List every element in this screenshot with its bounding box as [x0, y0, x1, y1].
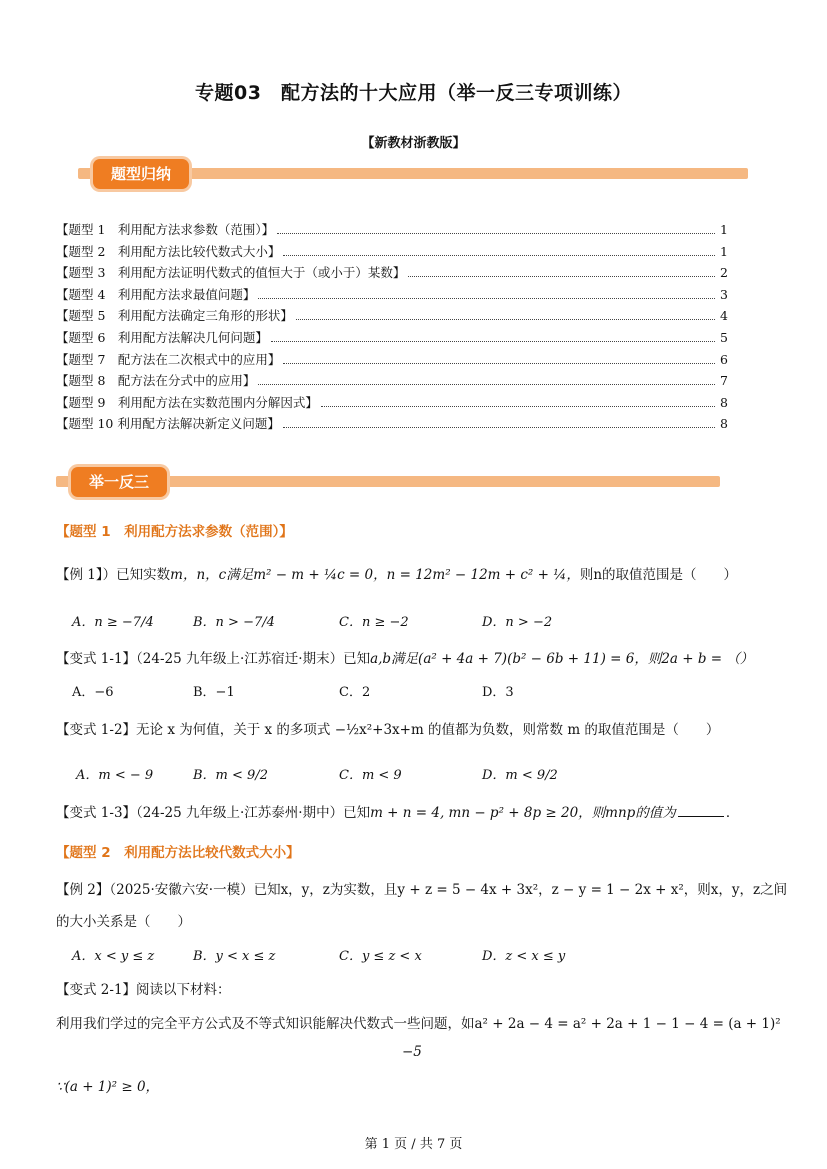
example1-option-b: B．n > −7/4 [193, 615, 275, 630]
variant13-question: 【变式 1-3】（24-25 九年级上·江苏泰州·期中）已知m + n = 4, mn − p² + 8p ≥ 20，则mnp的值为 ． [56, 805, 740, 821]
example1-option-d: D．n > −2 [482, 615, 553, 630]
variant21-since: ∵(a + 1)² ≥ 0， [56, 1079, 160, 1095]
variant12-option-c: C．m < 9 [339, 768, 402, 783]
practice-tab: 举一反三 [71, 467, 167, 497]
toc-row[interactable]: 【题型 6 利用配方法解决几何问题】 5 [56, 329, 728, 345]
example1-option-a: A．n ≥ −7/4 [72, 615, 154, 630]
toc-row[interactable]: 【题型 7 配方法在二次根式中的应用】 6 [56, 351, 728, 367]
summary-tab: 题型归纳 [93, 159, 189, 189]
variant12-question: 【变式 1-2】无论 x 为何值，关于 x 的多项式 −½x²+3x+m 的值都为负数，则常数 m 的取值范围是（ ） [56, 722, 720, 738]
type1-heading: 【题型 1 利用配方法求参数（范围）】 [56, 524, 293, 540]
example2-line1: 【例 2】（2025·安徽六安·一模）已知x，y，z为实数，且y + z = 5 − 4x + 3x²，z − y = 1 − 2x + x²，则x，y，z之间 [56, 882, 788, 898]
example2-option-c: C．y ≤ z < x [339, 949, 422, 964]
variant21-continuation: −5 [402, 1044, 422, 1060]
example2-line2: 的大小关系是（ ） [56, 914, 191, 930]
variant11-option-d: D．3 [482, 685, 514, 700]
example2-option-d: D．z < x ≤ y [482, 949, 566, 964]
variant11-option-c: C．2 [339, 685, 371, 700]
toc-row[interactable]: 【题型 1 利用配方法求参数（范围）】 1 [56, 222, 728, 237]
document-title: 专题03 配方法的十大应用（举一反三专项训练） [195, 82, 632, 104]
toc-row[interactable]: 【题型 5 利用配方法确定三角形的形状】 4 [56, 308, 728, 324]
toc-row[interactable]: 【题型 10 利用配方法解决新定义问题】 8 [56, 416, 728, 432]
variant12-option-b: B．m < 9/2 [193, 768, 268, 783]
type2-heading: 【题型 2 利用配方法比较代数式大小】 [56, 845, 300, 861]
variant11-option-b: B．−1 [193, 685, 235, 700]
page-footer: 第 1 页 / 共 7 页 [364, 1137, 463, 1152]
toc-row[interactable]: 【题型 2 利用配方法比较代数式大小】 1 [56, 243, 728, 259]
toc-row[interactable]: 【题型 4 利用配方法求最值问题】 3 [56, 286, 728, 302]
toc-row[interactable]: 【题型 8 配方法在分式中的应用】 7 [56, 373, 728, 389]
variant11-question: 【变式 1-1】（24-25 九年级上·江苏宿迁·期末）已知a,b满足(a² + 4a + 7)(b² − 6b + 11) = 6，则2a + b = （） [56, 651, 754, 667]
example1-option-c: C．n ≥ −2 [339, 615, 409, 630]
variant21-text: 利用我们学过的完全平方公式及不等式知识能解决代数式一些问题，如a² + 2a − 4 = a² + 2a + 1 − 1 − 4 = (a + 1)² [56, 1016, 781, 1032]
example2-option-a: A．x < y ≤ z [72, 949, 155, 964]
variant12-option-d: D．m < 9/2 [482, 768, 558, 783]
example2-option-b: B．y < x ≤ z [193, 949, 276, 964]
edition-label: 【新教材浙教版】 [361, 136, 466, 151]
variant11-option-a: A．−6 [72, 685, 114, 700]
toc-row[interactable]: 【题型 3 利用配方法证明代数式的值恒大于（或小于）某数】 2 [56, 265, 728, 281]
example1-question: 【例 1】）已知实数m，n，c满足m² − m + ¼c = 0，n = 12m² − 12m + c² + ¼，则n的取值范围是（ ） [56, 567, 738, 583]
variant12-option-a: A．m < − 9 [76, 768, 154, 783]
answer-blank[interactable] [678, 816, 724, 817]
variant21-heading: 【变式 2-1】阅读以下材料： [56, 982, 231, 998]
toc-row[interactable]: 【题型 9 利用配方法在实数范围内分解因式】 8 [56, 394, 728, 410]
table-of-contents [56, 219, 728, 435]
